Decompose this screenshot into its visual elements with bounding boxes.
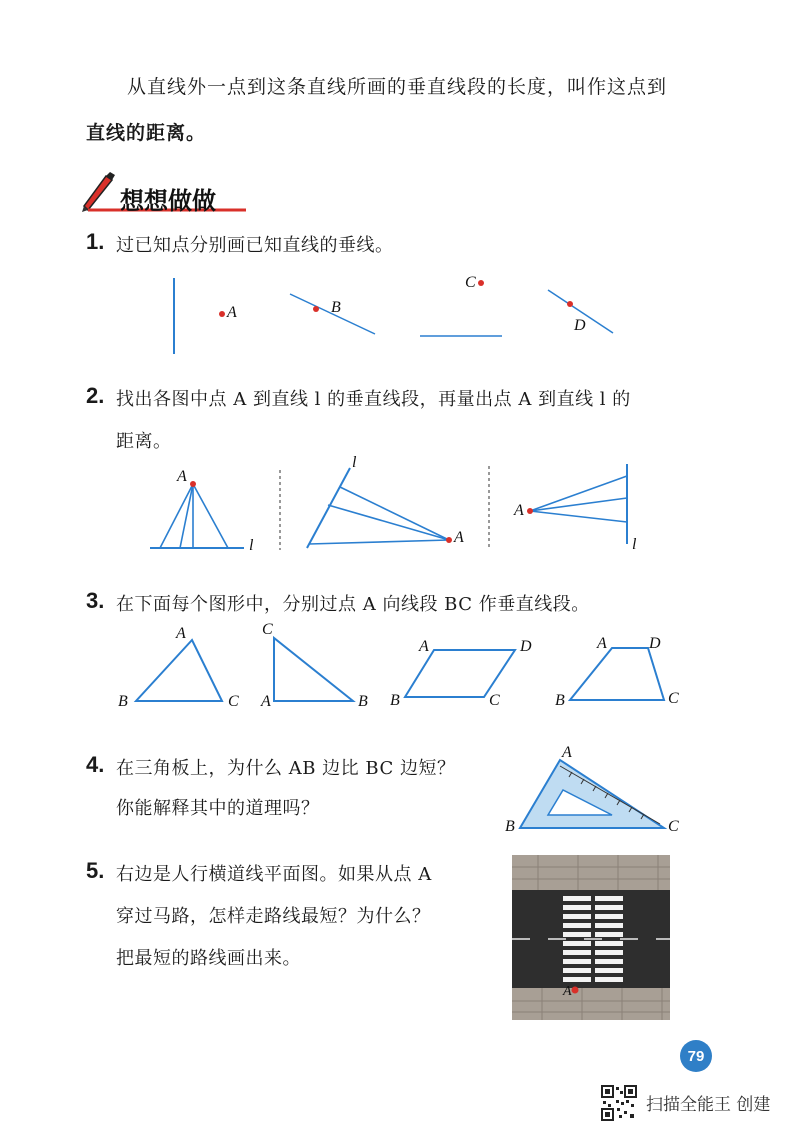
q5-number: 5.: [86, 858, 105, 883]
q3-f2-label-a: A: [261, 693, 271, 710]
q3-f2-label-b: B: [358, 693, 368, 710]
q3-f4-label-d: D: [649, 635, 661, 652]
q3-f1-label-c: C: [228, 693, 239, 710]
q1-label-d: D: [574, 317, 586, 334]
q3-f1-label-b: B: [118, 693, 128, 710]
q2-f1-label-l: l: [249, 537, 254, 554]
intro-line-2: 直线的距离。: [86, 122, 207, 144]
q3-f3-label-c: C: [489, 692, 500, 709]
q2-f1-label-a: A: [177, 468, 187, 485]
q1-number: 1.: [86, 229, 105, 254]
q4-label-c: C: [668, 818, 679, 835]
q3-number: 3.: [86, 588, 105, 613]
section-title: 想想做做: [120, 188, 216, 215]
q5-label-a: A: [563, 984, 572, 999]
q2-number: 2.: [86, 383, 105, 408]
intro-line-1: 从直线外一点到这条直线所画的垂直线段的长度，叫作这点到: [127, 76, 668, 98]
q4-text-line-1: 在三角板上，为什么 AB 边比 BC 边短？: [116, 758, 456, 779]
crosswalk-point-a: [572, 987, 579, 994]
q1-text: 过已知点分别画已知直线的垂线。: [116, 235, 394, 256]
q2-f3-label-a: A: [514, 502, 524, 519]
q5-text-line-2: 穿过马路，怎样走路线最短？为什么？: [116, 906, 431, 927]
q2-text-line-2: 距离。: [116, 431, 172, 452]
q5-text-line-3: 把最短的路线画出来。: [116, 948, 301, 969]
q3-text: 在下面每个图形中，分别过点 A 向线段 BC 作垂直线段。: [116, 594, 590, 615]
watermark-text: 扫描全能王 创建: [646, 1095, 771, 1115]
q2-f2-label-a: A: [454, 529, 464, 546]
crosswalk-figure: [512, 855, 670, 1020]
q5-text-line-1: 右边是人行横道线平面图。如果从点 A: [116, 864, 432, 885]
q3-f4-label-b: B: [555, 692, 565, 709]
q1-label-a: A: [227, 304, 237, 321]
q3-f2-label-c: C: [262, 621, 273, 638]
qr-code-icon: [600, 1084, 638, 1122]
q4-label-a: A: [562, 744, 572, 761]
q4-label-b: B: [505, 818, 515, 835]
q3-f3-label-a: A: [419, 638, 429, 655]
q3-f1-label-a: A: [176, 625, 186, 642]
q1-label-c: C: [465, 274, 476, 291]
q3-f4-label-c: C: [668, 690, 679, 707]
q2-f3-label-l: l: [632, 536, 637, 553]
q4-text-line-2: 你能解释其中的道理吗？: [116, 798, 320, 819]
q2-f2-label-l: l: [352, 454, 357, 471]
q3-f4-label-a: A: [597, 635, 607, 652]
q3-f3-label-d: D: [520, 638, 532, 655]
q1-label-b: B: [331, 299, 341, 316]
q4-number: 4.: [86, 752, 105, 777]
q2-text-line-1: 找出各图中点 A 到直线 l 的垂直线段，再量出点 A 到直线 l 的: [116, 389, 631, 410]
q3-f3-label-b: B: [390, 692, 400, 709]
page-number: 79: [680, 1040, 712, 1072]
